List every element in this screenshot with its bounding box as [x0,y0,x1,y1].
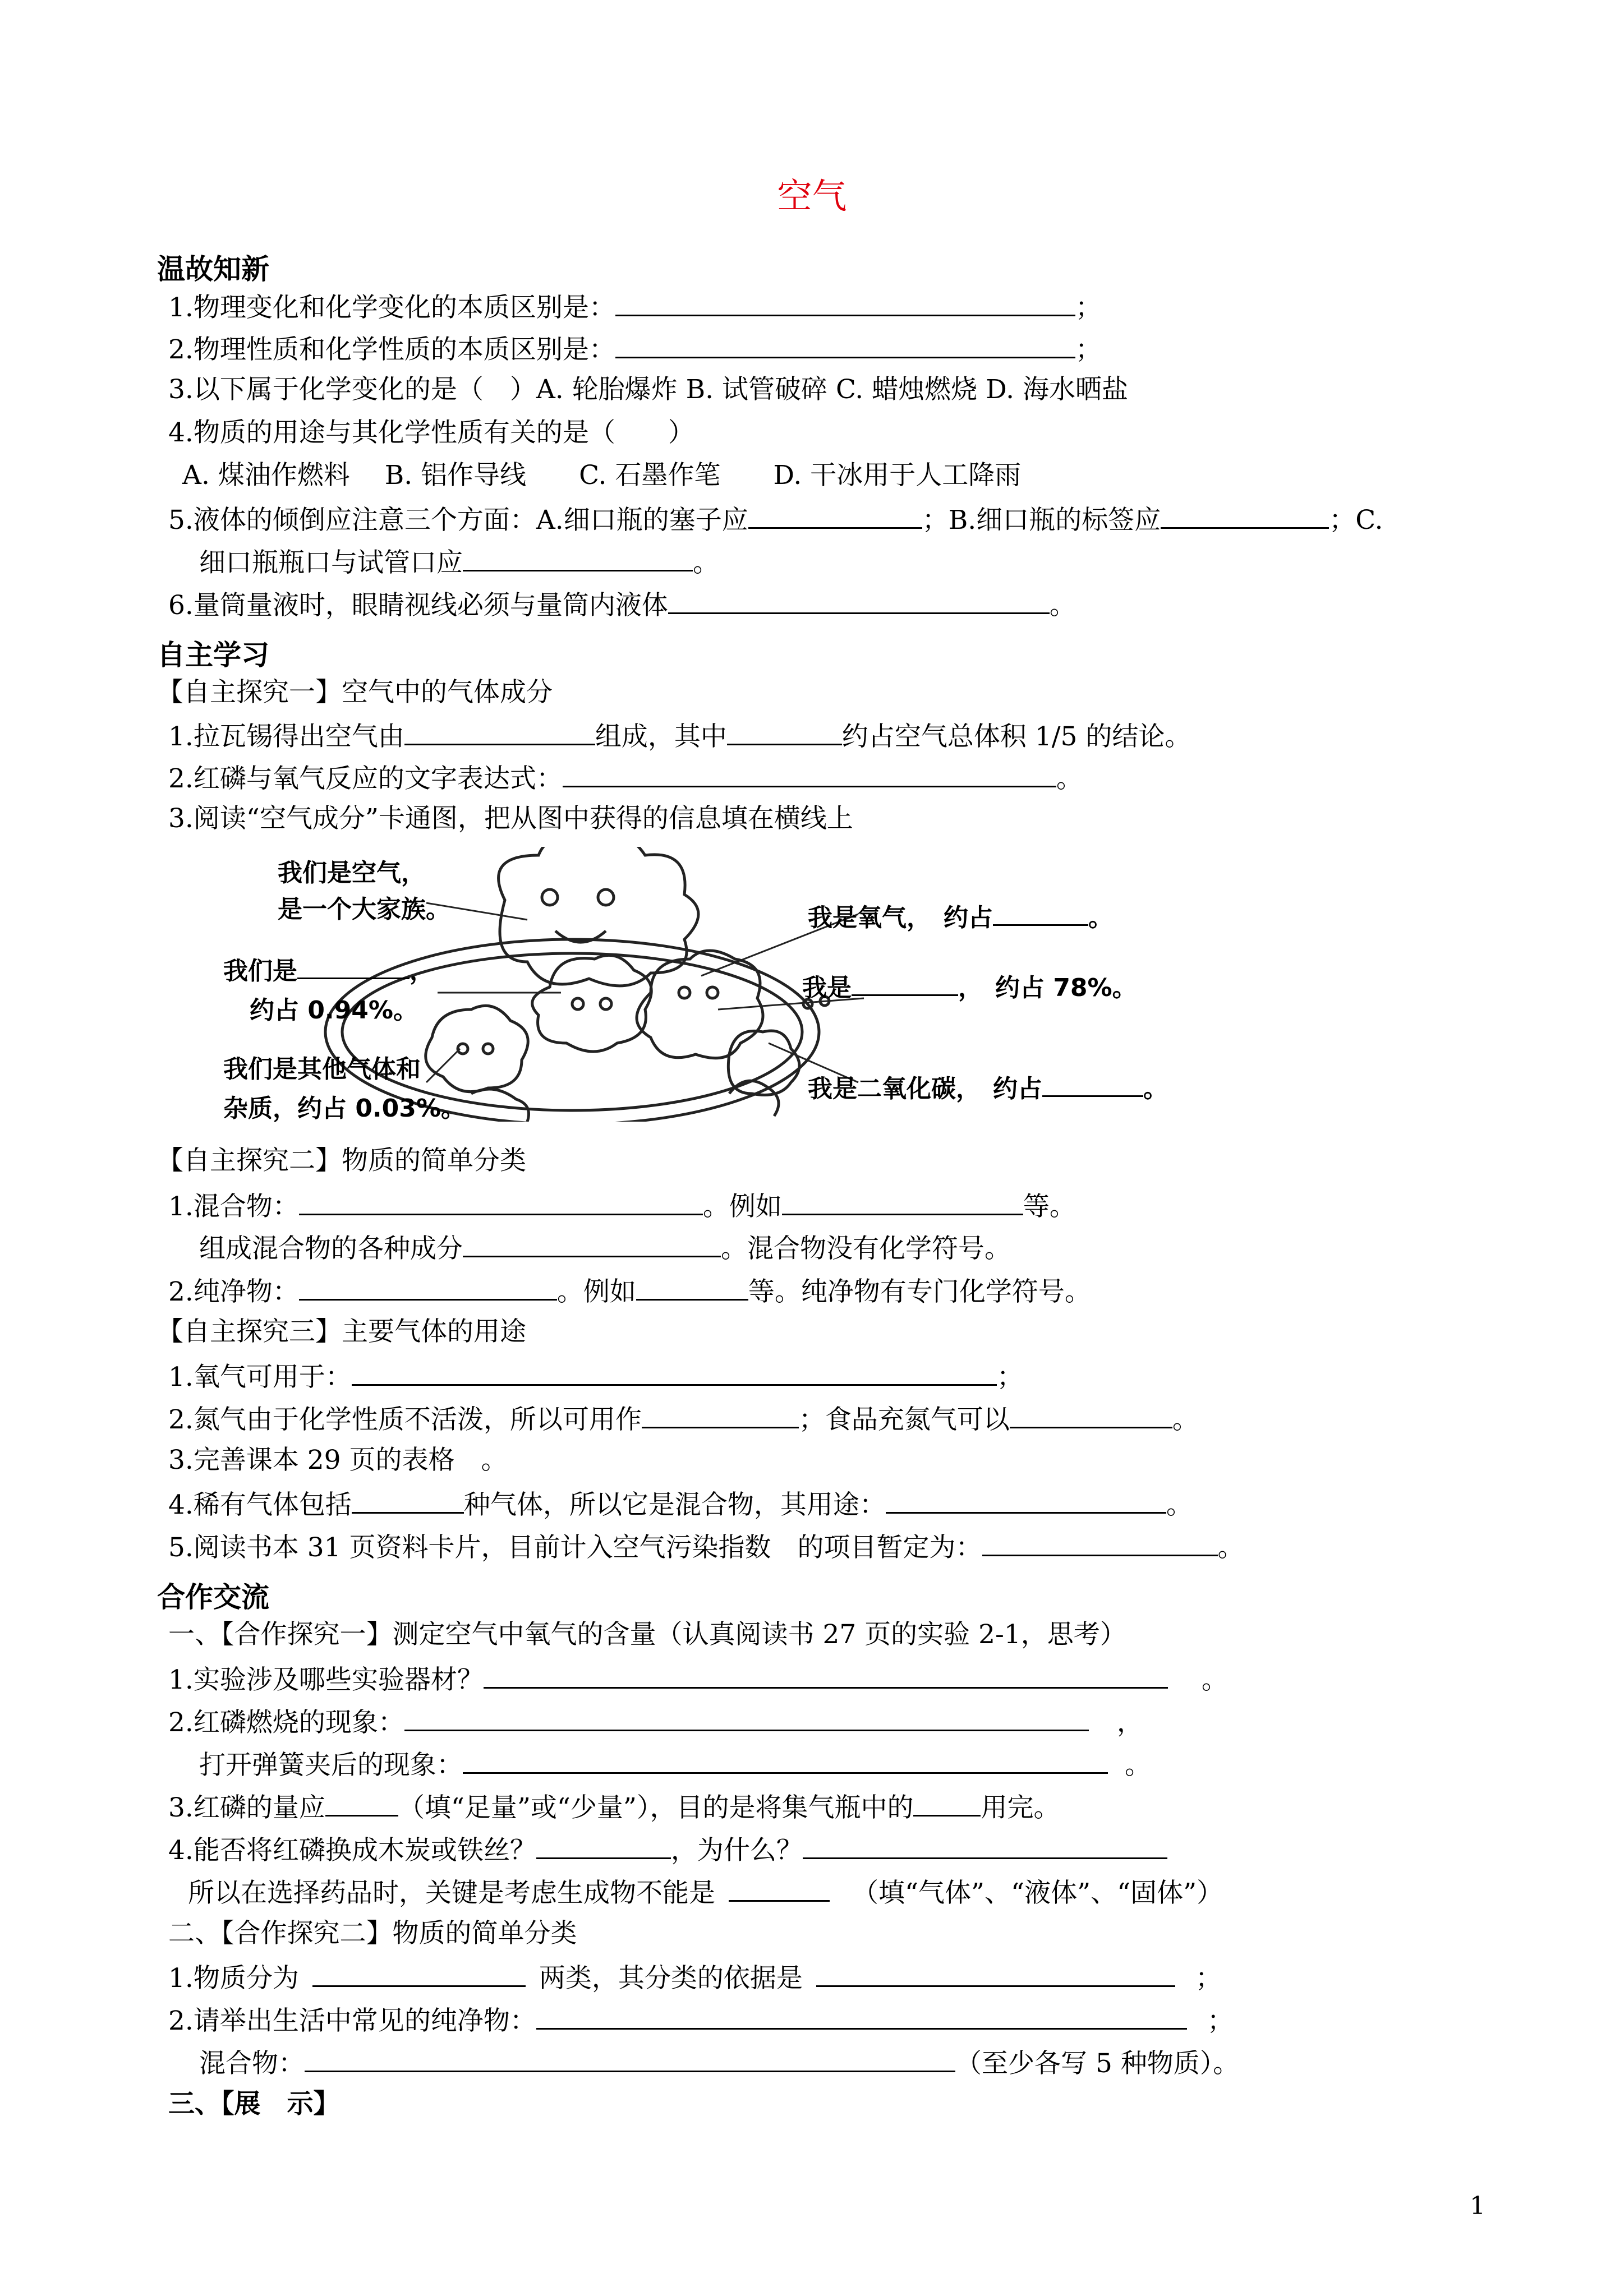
answer-blank[interactable] [299,1188,703,1215]
coop1-q4 [168,1832,1167,1868]
cartoon-co2-text: 我是二氧化碳， 约占 [808,1075,1042,1103]
review-q1-text: 1.物理变化和化学变化的本质区别是： [168,292,615,323]
explore3-q3: 3.完善课本 29 页的表格 。 [168,1445,508,1476]
cartoon-nitrogen-percent: ， 约占 78%。 [958,974,1137,1002]
answer-blank[interactable] [748,501,922,529]
explore2-q2-a: 2.纯净物： [168,1276,299,1307]
coop2-q2-line2-text: 混合物： [199,2048,305,2079]
review-q2 [168,331,1102,367]
page-number: 1 [1470,2192,1485,2220]
show-heading: 三、【展 示】 [168,2088,340,2119]
answer-blank[interactable] [729,1874,830,1902]
answer-blank[interactable] [352,1358,997,1386]
answer-blank[interactable] [1161,501,1329,529]
explore1-q1-a: 1.拉瓦锡得出空气由 [168,721,404,752]
explore3-q4-a: 4.稀有气体包括 [168,1490,352,1520]
coop2-q1-end: ； [1195,1963,1222,1994]
explore1-q2 [168,760,1083,796]
explore2-q1-b: 。例如 [702,1191,782,1222]
explore3-heading: 【自主探究三】主要气体的用途 [157,1316,526,1347]
explore1-q1 [168,718,1191,754]
review-q6-text: 6.量筒量液时，眼睛视线必须与量筒内液体 [168,590,668,621]
coop2-q1-b: 两类，其分类的依据是 [539,1963,803,1994]
coop1-q3-a: 3.红磷的量应 [168,1792,325,1823]
review-q5-line2-text: 细口瓶瓶口与试管口应 [199,547,463,578]
coop2-heading: 二、【合作探究二】物质的简单分类 [168,1918,577,1949]
coop1-q2-line2 [199,1746,1151,1782]
coop1-q2-text: 2.红磷燃烧的现象： [168,1707,404,1738]
cartoon-family-line1: 我们是空气， [278,859,426,887]
large-cloud-character [499,847,698,986]
coop1-q4-line2 [188,1874,1223,1910]
explore3-q5-end: 。 [1217,1532,1244,1563]
answer-blank[interactable] [1042,1069,1143,1097]
coop1-q3-c: 用完。 [981,1792,1060,1823]
review-q6 [168,587,1076,623]
answer-blank[interactable] [615,331,1075,358]
explore3-q5-text: 5.阅读书本 31 页资料卡片，目前计入空气污染指数 的项目暂定为： [168,1532,982,1563]
answer-blank[interactable] [1010,1401,1172,1428]
section-self-study-heading: 自主学习 [157,639,269,671]
explore1-heading: 【自主探究一】空气中的气体成分 [157,677,553,708]
cartoon-rare-gas-text: 我们是 [223,957,297,985]
coop1-heading: 一、【合作探究一】测定空气中氧气的含量（认真阅读书 27 页的实验 2-1，思考） [168,1619,1126,1650]
cartoon-family-line2: 是一个大家族。 [278,895,450,924]
answer-blank[interactable] [886,1486,1166,1514]
cartoon-nitrogen [802,967,1137,1003]
cartoon-oxygen-end: 。 [1088,903,1113,932]
review-q1-end: ； [1075,292,1102,323]
coop1-q2-end: ， [1116,1707,1143,1738]
answer-blank[interactable] [642,1401,799,1428]
coop1-q4-line2-a: 所以在选择药品时，关键是考虑生成物不能是 [188,1878,715,1908]
answer-blank[interactable] [463,544,693,571]
coop1-q4-a: 4.能否将红磷换成木炭或铁丝？ [168,1835,536,1866]
answer-blank[interactable] [325,1789,398,1816]
review-q4: 4.物质的用途与其化学性质有关的是（ ） [168,417,694,448]
section-cooperate-heading: 合作交流 [157,1581,269,1613]
cartoon-nitrogen-text: 我是 [802,974,852,1002]
answer-blank[interactable] [536,2002,1187,2030]
review-q4-options: A. 煤油作燃料 B. 铝作导线 C. 石墨作笔 D. 干冰用于人工降雨 [182,460,1022,491]
coop1-q3 [168,1789,1060,1825]
answer-blank[interactable] [536,1832,671,1859]
explore1-q2-text: 2.红磷与氧气反应的文字表达式： [168,763,563,794]
answer-blank[interactable] [299,1273,557,1301]
explore2-q2 [168,1273,1091,1309]
cartoon-other-line2: 杂质，约占 0.03%。 [223,1094,466,1123]
review-q5 [168,501,1383,537]
answer-blank[interactable] [727,718,842,745]
coop1-q4-b: ，为什么？ [670,1835,803,1866]
answer-blank[interactable] [615,289,1075,316]
answer-blank[interactable] [463,1230,721,1257]
explore3-q2-b: ；食品充氮气可以 [798,1404,1010,1435]
cartoon-rare-gas-comma: ， [410,957,434,985]
review-q2-text: 2.物理性质和化学性质的本质区别是： [168,334,615,365]
answer-blank[interactable] [404,718,595,745]
coop1-q2-line2-text: 打开弹簧夹后的现象： [199,1750,463,1781]
explore2-q1-a: 1.混合物： [168,1191,299,1222]
answer-blank[interactable] [312,1960,526,1987]
nitrogen-cloud-character [532,955,652,1052]
answer-blank[interactable] [913,1789,981,1816]
review-q5-a: 5.液体的倾倒应注意三个方面：A.细口瓶的塞子应 [168,505,748,536]
answer-blank[interactable] [563,760,1056,787]
cartoon-oxygen [808,897,1113,933]
explore2-q1 [168,1188,1076,1224]
explore3-q2-a: 2.氮气由于化学性质不活泼，所以可用作 [168,1404,642,1435]
review-q5-end: 。 [693,547,719,578]
explore3-q1 [168,1358,1023,1394]
coop2-q2-end: ； [1207,2005,1234,2036]
answer-blank[interactable] [668,587,1050,614]
explore3-q1-end: ； [996,1362,1023,1393]
explore1-q1-c: 约占空气总体积 1/5 的结论。 [841,721,1191,752]
explore3-q4-b: 种气体，所以它是混合物，其用途： [463,1490,886,1520]
coop2-q2-line2-end: （至少各写 5 种物质）。 [955,2048,1240,2079]
explore2-q1-line2 [199,1230,1011,1266]
pointer-lines [426,903,864,1082]
coop1-q4-line2-b: （填“气体”、“液体”、“固体”） [852,1878,1223,1908]
cartoon-co2 [808,1068,1168,1104]
explore2-q2-c: 等。纯净物有专门化学符号。 [748,1276,1091,1307]
explore3-q4-end: 。 [1166,1490,1193,1520]
answer-blank[interactable] [297,952,410,979]
cartoon-oxygen-text: 我是氧气， 约占 [808,903,993,932]
cartoon-co2-end: 。 [1143,1075,1168,1103]
explore2-heading: 【自主探究二】物质的简单分类 [157,1145,526,1176]
answer-blank[interactable] [816,1960,1175,1987]
review-q5-b: ；B.细口瓶的标签应 [922,505,1161,536]
coop2-q2-text: 2.请举出生活中常见的纯净物： [168,2005,536,2036]
explore1-q2-end: 。 [1056,763,1083,794]
answer-blank[interactable] [352,1486,464,1514]
coop1-q2 [168,1704,1143,1740]
review-q1 [168,289,1102,325]
explore2-q1-line2-b: 。混合物没有化学符号。 [721,1233,1011,1264]
coop1-q1 [168,1661,1228,1697]
answer-blank[interactable] [484,1661,1168,1689]
explore1-q1-b: 组成，其中 [595,721,727,752]
cartoon-rare-gas-percent: 约占 0.94%。 [250,996,418,1025]
coop1-q1-end: 。 [1201,1665,1228,1695]
answer-blank[interactable] [982,1529,1218,1556]
answer-blank[interactable] [404,1704,1089,1731]
explore3-q2 [168,1401,1199,1437]
explore3-q4 [168,1486,1193,1522]
section-review-heading: 温故知新 [157,253,269,285]
answer-blank[interactable] [305,2045,955,2072]
coop2-q1 [168,1960,1222,1995]
answer-blank[interactable] [993,898,1088,926]
explore3-q5 [168,1529,1244,1565]
page-title: 空气 [777,176,847,216]
explore2-q2-b: 。例如 [556,1276,636,1307]
coop2-q1-a: 1.物质分为 [168,1963,299,1994]
review-q2-end: ； [1075,334,1102,365]
coop1-q1-text: 1.实验涉及哪些实验器材？ [168,1665,484,1695]
answer-blank[interactable] [463,1746,1108,1774]
coop1-q2-line2-end: 。 [1125,1750,1151,1781]
coop2-q2 [168,2002,1234,2038]
explore2-q1-line2-a: 组成混合物的各种成分 [199,1233,463,1264]
review-q3: 3.以下属于化学变化的是（ ）A. 轮胎爆炸 B. 试管破碎 C. 蜡烛燃烧 D. 海水晒盐 [168,374,1128,405]
explore3-q2-end: 。 [1172,1404,1199,1435]
answer-blank[interactable] [852,969,958,996]
rare-gas-cloud-character [426,1006,528,1091]
explore2-q1-c: 等。 [1023,1191,1076,1222]
answer-blank[interactable] [803,1832,1167,1859]
review-q5-c: ；C. [1329,505,1383,536]
coop2-q2-line2 [199,2045,1239,2081]
review-q5-line2 [199,544,719,580]
explore3-q1-text: 1.氧气可用于： [168,1362,352,1393]
answer-blank[interactable] [636,1273,748,1301]
cartoon-rare-gas [223,951,434,986]
review-q6-end: 。 [1049,590,1076,621]
explore1-q3: 3.阅读“空气成分”卡通图，把从图中获得的信息填在横线上 [168,803,853,834]
coop1-q3-b: （填“足量”或“少量”），目的是将集气瓶中的 [398,1792,914,1823]
cartoon-other-line1: 我们是其他气体和 [223,1055,421,1084]
answer-blank[interactable] [782,1188,1023,1215]
